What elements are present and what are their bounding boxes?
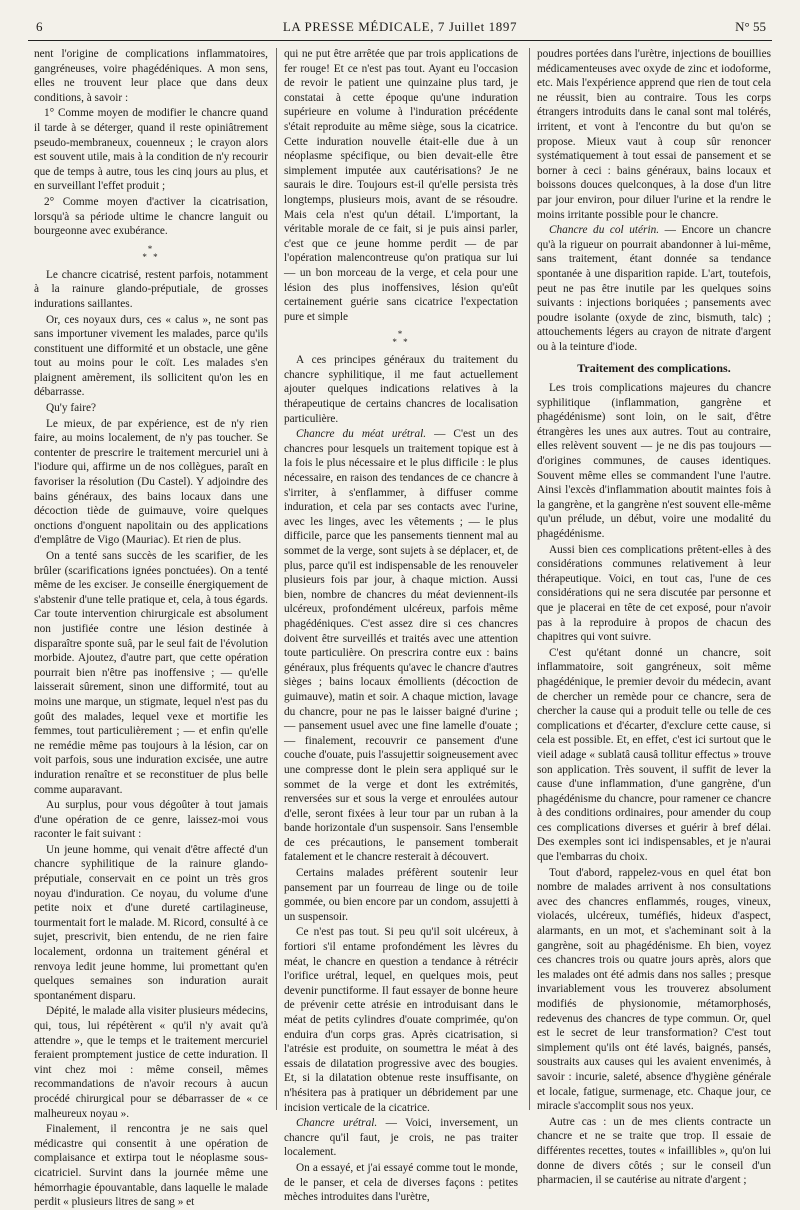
section-separator-asterism: * * * xyxy=(142,243,160,262)
running-header xyxy=(28,16,772,38)
subsection-title: Chancre du col utérin. xyxy=(549,224,660,237)
column-divider-1 xyxy=(276,48,277,1110)
subsection-paragraph xyxy=(537,223,771,354)
column-1 xyxy=(34,47,268,1209)
body-paragraph: Tout d'abord, rappelez-vous en quel état bon nombre de malades arrivent à nos consultations avec des chancres enflammés, rouges, vineux, violacés, ulcéreux, tuméfiés, hideux d'aspect, alarmants, en un mot, et s'acheminant soit à la gangrène, soit au phagédénisme. Eh bien, voyez ces chancres trois ou quatre jours après, alors que les malades ont été admis dans nos salles ; presque invariablement vous les trouverez absolument modifiés de physionomie, métamorphosés, redevenus des chancres de type commun. Or, quel est le secret de leur transformation? C'est tout simplement qu'ils ont été lavés, baignés, pansés, soustraits aux causes qui les avaient envenimés, à savoir : incurie, saleté, absence d'hygiène générale et locale, fatigue, surmenage, etc. Chaque jour, ce miracle s'accomplit sous nos yeux. xyxy=(537,866,771,1113)
header-rule xyxy=(28,40,772,41)
subsection-paragraph xyxy=(284,1116,518,1160)
body-paragraph: Ce n'est pas tout. Si peu qu'il soit ulcéreux, à fortiori s'il entame profondément les lèvres du méat, le chancre en question a tendance à rétrécir l'orifice urétral, lequel, en quelques mois, peut devenir punctiforme. Il faut essayer de bonne heure de prévenir cette atrésie en introduisant dans le méat de petits cylindres d'ouate comprimée, qu'on enduira d'un corps gras. Après cicatrisation, si l'atrésie est produite, on soumettra le méat à des essais de dilatation progressive avec des bougies. Et, si la dilatation obtenue reste insuffisante, on n'hésitera pas à pratiquer un débridement par une incision verticale de la cicatrice. xyxy=(284,926,518,1114)
body-paragraph: Or, ces noyaux durs, ces « calus », ne sont pas sans importuner vivement les malades, parce qu'ils constituent une difformité et un obstacle, une gêne tout au moins pour le coït. Les malades s'en plaignent amèrement, ils sollicitent qu'on les en débarrasse. xyxy=(34,313,268,399)
issue-number: N° 55 xyxy=(735,19,766,34)
body-paragraph: On a essayé, et j'ai essayé comme tout le monde, de le panser, et cela de diverses façons : petites mèches introduites dans l'urètre, xyxy=(284,1161,518,1204)
column-3 xyxy=(537,47,771,1187)
paragraph-text: — C'est un des chancres pour lesquels un traitement topique est à la fois le plus nécessaire et le plus difficile : le plus nécessaire, en raison des tendances de ce chancre à s'irriter, à s'enflammer, à diffuser comme induration, et cela par ses contacts avec l'urine, avec les linges, avec les vêtements ; — le plus difficile, parce que les pansements tiennent mal au sommet de la verge, sont sujets à se déplacer, et, de plus, parce qu'il est indispensable de les renouveler plusieurs fois par jour, à chaque miction. Aussi bien, nombre de chancres du méat deviennent-ils ulcéreux, profondément ulcéreux, parfois même phagédéniques. C'est assez dire si ces chancres doivent être surveillés et traités avec une attention toute particulière. On prescrira contre eux : bains généraux, plus fréquents qu'avec le chancre d'autres sièges ; bains locaux émollients (décoction de guimauve), matin et soir. A chaque miction, lavage du chancre, pour ne pas le laisser baigné d'urine ; — pansement usuel avec une fine lamelle d'ouate ; — finalement, recouvrir ce pansement d'une couche d'ouate, puis l'assujettir soigneusement avec une compresse dont le plein sera appliqué sur le sommet de la verge et dont les extrémités, renversées sur et sous la verge et enroulées autour d'elle, seront fixées à leur tour par un ruban à la bande horizontale d'un suspensoir. Sans l'ensemble de ces précautions, le pansement tomberait fatalement et le chancre resterait à découvert. xyxy=(284,428,518,864)
body-paragraph: Aussi bien ces complications prêtent-elles à des considérations communes relativement à leur thérapeutique. Voici, en tout cas, l'une de ces considérations qui ne sera discutée par personne et que je placerai en tête de cet exposé, pour n'avoir pas à la reproduire à propos de chacun des chapitres qui vont suivre. xyxy=(537,543,771,644)
subsection-paragraph xyxy=(284,427,518,865)
subsection-title: Chancre du méat urétral. xyxy=(296,428,427,441)
body-paragraph: Le mieux, de par expérience, est de n'y rien faire, au moins localement, de n'y pas toucher. Se contenter de prescrire le traitement mercuriel uni à l'iodure qui, affirme un de nos collègues, paraît en favoriser la résolution (Du Castel). Y adjoindre des bains généraux, des bains locaux dans une décoction tiède de guimauve, voire quelques onctions d'onguent napolitain ou des applications d'emplâtre de Vigo (Mauriac). Et rien de plus. xyxy=(34,417,268,547)
body-paragraph: 1° Comme moyen de modifier le chancre quand il tarde à se déterger, quand il reste opiniâtrement pseudo-membraneux, couenneux ; le crayon alors est souvent utile, mais à la condition de n'y recourir que de temps à autre, tous les cinq jours au plus, et en surveillant l'effet produit ; xyxy=(34,107,268,193)
page-number: 6 xyxy=(36,19,43,34)
body-paragraph: Un jeune homme, qui venait d'être affecté d'un chancre syphilitique de la rainure glando-préputiale, conservait en ce point un très gros noyau d'induration. Ce noyau, du volume d'une petite noix et d'une dureté cartilagineuse, tourmentait fort le malade. M. Ricord, consulté à ce sujet, prescrivit, bien entendu, de ne rien faire localement, ordonna un traitement général et renvoya ledit jeune homme, lui promettant qu'en quelques semaines son induration aurait spontanément disparu. xyxy=(34,843,268,1002)
body-paragraph: Qu'y faire? xyxy=(46,402,97,415)
subsection-title: Chancre urétral. xyxy=(296,1117,378,1130)
body-paragraph: Dépité, le malade alla visiter plusieurs médecins, qui, tous, lui répétèrent « qu'il n'y avait qu'à attendre », que le temps et le traitement mercuriel feraient promptement justice de cette induration. Il vint chez moi : même conseil, mêmes recommandations de n'avoir recours à aucun procédé chirurgical pour se débarrasser de « ce malheureux noyau ». xyxy=(34,1005,268,1120)
body-paragraph: nent l'origine de complications inflammatoires, gangréneuses, voire phagédéniques. A mon sens, elles ne trouvent leur place que dans deux conditions, à savoir : xyxy=(34,48,268,104)
body-paragraph: Les trois complications majeures du chancre syphilitique (inflammation, gangrène et phagédénisme) sont loin, on le sait, d'être étrangères les unes aux autres. Tout au contraire, elles relèvent souvent — je ne dis pas toujours — d'origines communes, de causes identiques. Souvent même elles se commandent l'une l'autre. Ainsi l'excès d'inflammation aboutit maintes fois à la gangrène, et la gangrène n'est souvent elle-même qu'un prélude, un début, voire une modalité du phagédénisme. xyxy=(537,382,771,540)
body-paragraph: 2° Comme moyen d'activer la cicatrisation, lorsqu'à sa période ultime le chancre languit ou bourgeonne avec exubérance. xyxy=(34,195,268,238)
column-2 xyxy=(284,47,519,1204)
body-paragraph: A ces principes généraux du traitement du chancre syphilitique, il me faut actuellement ajouter quelques indications relatives à la thérapeutique de certains chancres de localisation particulière. xyxy=(284,354,518,425)
journal-title: LA PRESSE MÉDICALE, 7 Juillet 1897 xyxy=(282,19,518,34)
body-paragraph: Certains malades préfèrent soutenir leur pansement par un fourreau de linge ou de toile gommée, ou bien encore par un condom, assujetti à un suspensoir. xyxy=(284,867,518,923)
body-paragraph: qui ne put être arrêtée que par trois applications de fer rouge! Et ce n'est pas tout. Ayant eu l'occasion de revoir le patient une quinzaine plus tard, je constatai à cette époque qu'une induration supérieure en volume à l'induration précédente s'était reproduite au même siège, sous la cicatrice. Cette induration nouvelle était-elle due à un néoplasme spécifique, ou bien devait-elle être simplement imputée aux cautérisations? Je ne saurais le dire. Toujours est-il qu'elle persista très longtemps, plusieurs mois, avant de se résoudre. Mais cela n'est qu'un détail. L'important, la véritable morale de ce fait, si je puis ainsi parler, c'est que ce jeune homme perdit — de par l'opération malencontreuse qu'on pratiqua sur lui — un bon morceau de la verge, et cela pour une lésion des plus inoffensives, lésion qu'eût certainement guérie sans cicatrice l'expectation pure et simple xyxy=(284,48,518,323)
column-divider-2 xyxy=(529,48,530,1110)
body-paragraph: Au surplus, pour vous dégoûter à tout jamais d'une opération de ce genre, laissez-moi vous raconter le fait suivant : xyxy=(34,799,268,841)
paragraph-text: — Voici, inversement, un chancre qu'il faut, je crois, ne pas traiter localement. xyxy=(284,1117,519,1159)
paragraph-text: — Encore un chancre qu'à la rigueur on pourrait abandonner à lui-même, sans traitement, étant donnée sa tendance spontanée à une disparition rapide. L'art, toutefois, peut ne pas être inutile par les quelques soins suivants : injections boriquées ; pansements avec poudre isolante (oxyde de zinc, bismuth, talc) ; attouchements légers au crayon de nitrate d'argent ou à la teinture d'iode. xyxy=(537,224,771,353)
body-paragraph: poudres portées dans l'urètre, injections de bouillies médicamenteuses avec oxyde de zinc et iodoforme, etc. Mais l'expérience apprend que rien de tout cela ne réussit, bien au contraire. Tous les corps étrangers introduits dans le canal sont mal tolérés, irritent, et vont à l'encontre du but qu'on se propose. Mieux vaut à coup sûr renoncer systématiquement à tout essai de pansement et se borner à ceci : bains généraux, bains locaux et boissons douces quelconques, à la dose d'un litre par jour environ, pour diluer l'urine et la rendre le moins irritante possible pour le chancre. xyxy=(537,48,771,221)
body-paragraph: Le chancre cicatrisé, restent parfois, notamment à la rainure glando-préputiale, de grosses indurations saillantes. xyxy=(34,268,268,310)
body-paragraph: Finalement, il rencontra je ne sais quel médicastre qui consentit à une opération de complaisance et extirpa tout le néoplasme sous-cicatriciel. Survint dans la journée même une hémorrhagie épouvantable, dans laquelle le malade perdit « plusieurs litres de sang » et xyxy=(34,1123,268,1209)
body-paragraph: C'est qu'étant donné un chancre, soit inflammatoire, soit gangréneux, soit même phagédénique, le premier devoir du médecin, avant de chercher un remède pour ce chancre, sera de chercher la cause qui a produit telle ou telle de ces complications et d'écarter, d'exclure cette cause, si cela est possible. Et, en effet, c'est ici surtout que le vieil adage « sublatâ causâ tollitur effectus » trouve son application. Très souvent, il suffit de lever la cause d'une inflammation, d'une gangrène, d'un phagédénisme du chancre, pour ramener ce chancre à des conditions ordinaires, pour amender du coup ces complications diverses et guérir à bref délai. Des exemples sont ici indispensables, et je n'aurai que l'embarras du choix. xyxy=(537,646,771,864)
body-paragraph: On a tenté sans succès de les scarifier, de les brûler (scarifications ignées ponctuées). On a tenté même de les exciser. Je conseille énergiquement de s'abstenir d'une telle pratique et, cela, à tous égards. Car toute intervention chirurgicale est absolument non justifiée contre une lésion destinée à disparaître sponte suâ, par le seul fait de l'évolution morbide. Ajoutez, d'autre part, que cette opération pourrait bien n'être pas inoffensive ; — qu'elle laisserait sûrement, sinon une difformité, tout au moins une marque, un stigmate, lequel n'est pas du goût des malades, lequel vexe et mortifie les femmes, tout particulièrement ; — et enfin qu'elle ne remédie même pas toujours à la lésion, car on voit parfois, sous une induration excisée, une autre induration renaître et se reconstituer de plus belle comme auparavant. xyxy=(34,550,268,796)
body-paragraph: Autre cas : un de mes clients contracte un chancre et ne se traite que trop. Il essaie de différentes recettes, toutes « infaillibles », qu'on lui donne de divers côtés ; sur le conseil d'un pharmacien, il se cautérise au nitrate d'argent ; xyxy=(537,1115,771,1187)
section-separator-asterism: * * * xyxy=(392,329,410,348)
section-heading: Traitement des complications. xyxy=(577,361,731,376)
